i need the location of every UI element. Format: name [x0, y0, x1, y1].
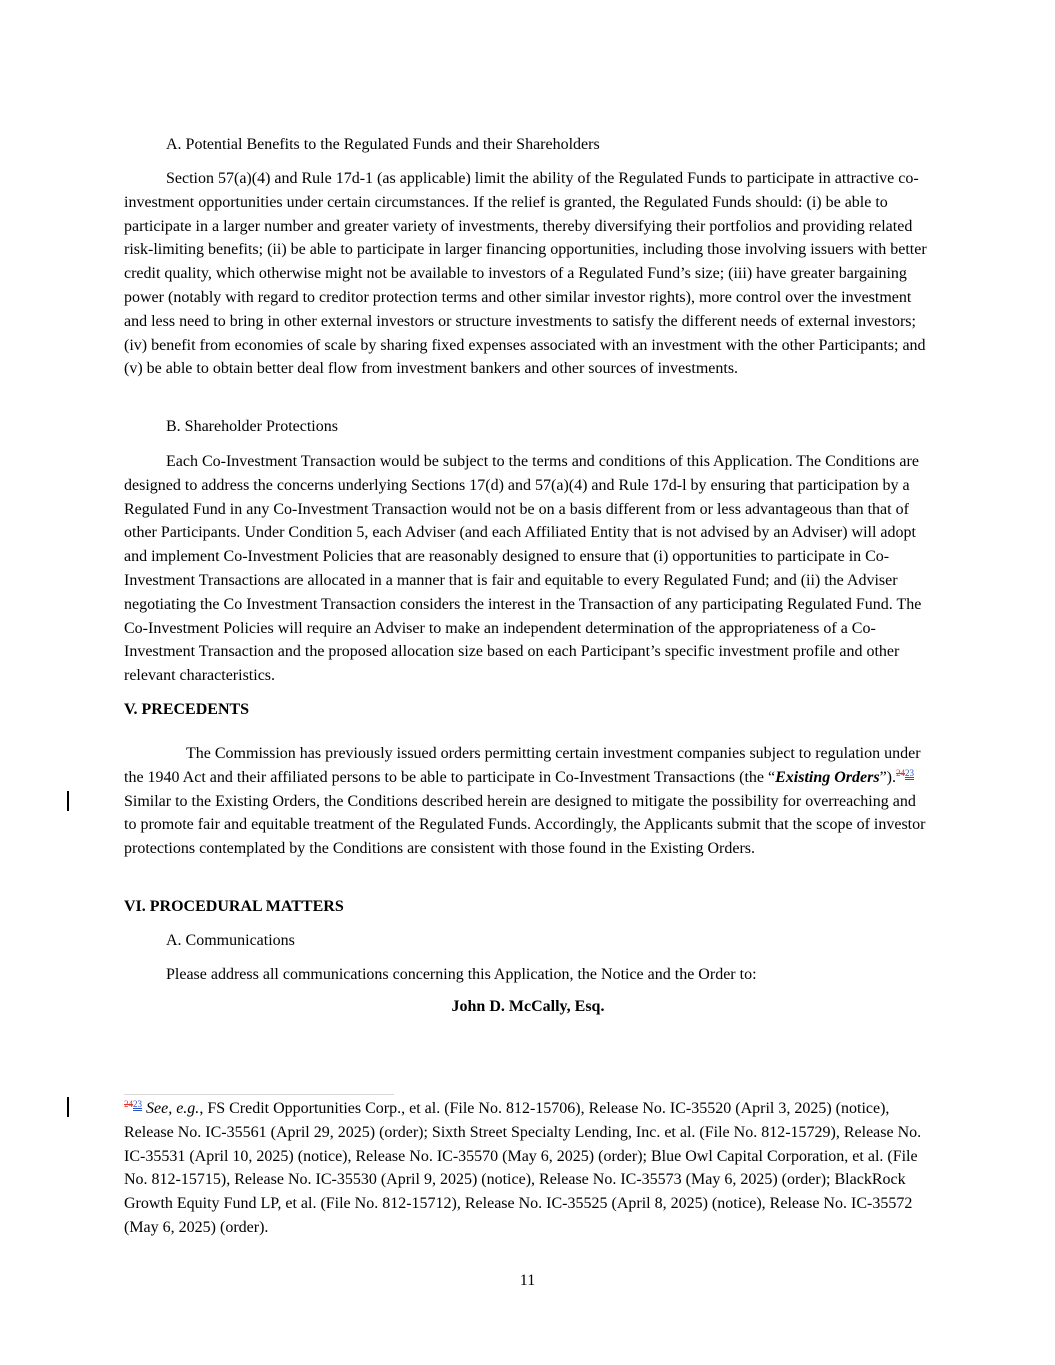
section-vi-heading: VI. PROCEDURAL MATTERS — [124, 898, 344, 915]
inserted-footnote-marker: 23 — [133, 1099, 142, 1109]
section-v-text-1: The Commission has previously issued orders permitting certain investment companies subject to regulation under the 1940 Act and their affiliated persons to be able to participate in Co-Investment Transactions (the “ — [124, 745, 921, 786]
section-v-text-3: Similar to the Existing Orders, the Conditions described herein are designed to mitigate the possibility for overreaching and to promote fair and equitable treatment of the Regulated Funds. Accordingly, the Applicants submit that the scope of investor protections contemplated by the Conditions are consistent with those found in the Existing Orders. — [124, 792, 926, 858]
communications-instruction: Please address all communications concerning this Application, the Notice and the Order to: — [166, 966, 757, 983]
defined-term-existing-orders: Existing Orders — [775, 768, 880, 786]
deleted-footnote-number: 24 — [896, 767, 905, 778]
section-a-heading: A. Potential Benefits to the Regulated Funds and their Shareholders — [166, 136, 600, 153]
page-number: 11 — [519, 1272, 536, 1289]
footnote — [124, 1097, 932, 1240]
section-b-paragraph: Each Co-Investment Transaction would be subject to the terms and conditions of this Application. The Conditions are designed to address the concerns underlying Sections 17(d) and 57(a)(4) and Rule 17d-l by ensuring that participation by a Regulated Fund in any Co-Investment Transaction would not be on a basis different from or less advantageous than that of other Participants. Under Condition 5, each Adviser (and each Affiliated Entity that is not advised by an Adviser) will adopt and implement Co-Investment Policies that are reasonably designed to ensure that (i) opportunities to participate in Co-Investment Transactions are allocated in a manner that is fair and equitable to every Regulated Fund; and (ii) the Adviser negotiating the Co Investment Transaction considers the interest in the Transaction of any participating Regulated Fund. The Co-Investment Policies will require an Adviser to make an independent determination of the appropriateness of a Co-Investment Transaction and the proposed allocation size based on each Participant’s specific investment profile and other relevant characteristics. — [124, 453, 922, 685]
inserted-footnote-number: 23 — [905, 767, 914, 778]
section-v-paragraph — [124, 742, 932, 861]
deleted-footnote-marker: 24 — [124, 1099, 133, 1109]
footnote-see-eg: See, e.g. — [146, 1100, 200, 1117]
footnote-separator — [124, 1094, 394, 1095]
footnote-marker — [124, 1099, 142, 1109]
contact-name: John D. McCally, Esq. — [451, 998, 605, 1015]
footnote-reference[interactable] — [896, 768, 914, 778]
footnote-text: , FS Credit Opportunities Corp., et al. (File No. 812-15706), Release No. IC-35520 (April 3, 2025) (notice), Release No. IC-35561 (April 29, 2025) (order); Sixth Street Specialty Lending, Inc. et al. (File No. 812-15729), Release No. IC-35531 (April 10, 2025) (notice), Release No. IC-35570 (May 6, 2025) (order); Blue Owl Capital Corporation, et al. (File No. 812-15715), Release No. IC-35530 (April 9, 2025) (notice), Release No. IC-35573 (May 6, 2025) (order); BlackRock Growth Equity Fund LP, et al. (File No. 812-15712), Release No. IC-35525 (April 8, 2025) (notice), Release No. IC-35572 (May 6, 2025) (order). — [124, 1100, 922, 1236]
section-b-heading: B. Shareholder Protections — [166, 418, 338, 435]
section-v-text-2: ”). — [879, 768, 896, 786]
change-bar — [67, 791, 69, 811]
section-v-heading: V. PRECEDENTS — [124, 701, 250, 718]
section-vi-a-heading: A. Communications — [166, 932, 295, 949]
section-a-paragraph: Section 57(a)(4) and Rule 17d-1 (as applicable) limit the ability of the Regulated Funds to participate in attractive co-investment opportunities under certain circumstances. If the relief is granted, the Regulated Funds should: (i) be able to participate in a larger number and greater variety of investments, thereby diversifying their portfolios and providing related risk-limiting benefits; (ii) be able to participate in larger financing opportunities, including those involving issuers with better credit quality, which otherwise might not be available to investors of a Regulated Fund’s size; (iii) have greater bargaining power (notably with regard to creditor protection terms and other similar investor rights), more control over the investment and less need to bring in other external investors or structure investments to satisfy the different needs of external investors; (iv) benefit from economies of scale by sharing fixed expenses associated with an investment with the other Participants; and (v) be able to obtain better deal flow from investment bankers and other sources of investments. — [124, 170, 927, 378]
footnote-change-bar — [67, 1097, 69, 1117]
